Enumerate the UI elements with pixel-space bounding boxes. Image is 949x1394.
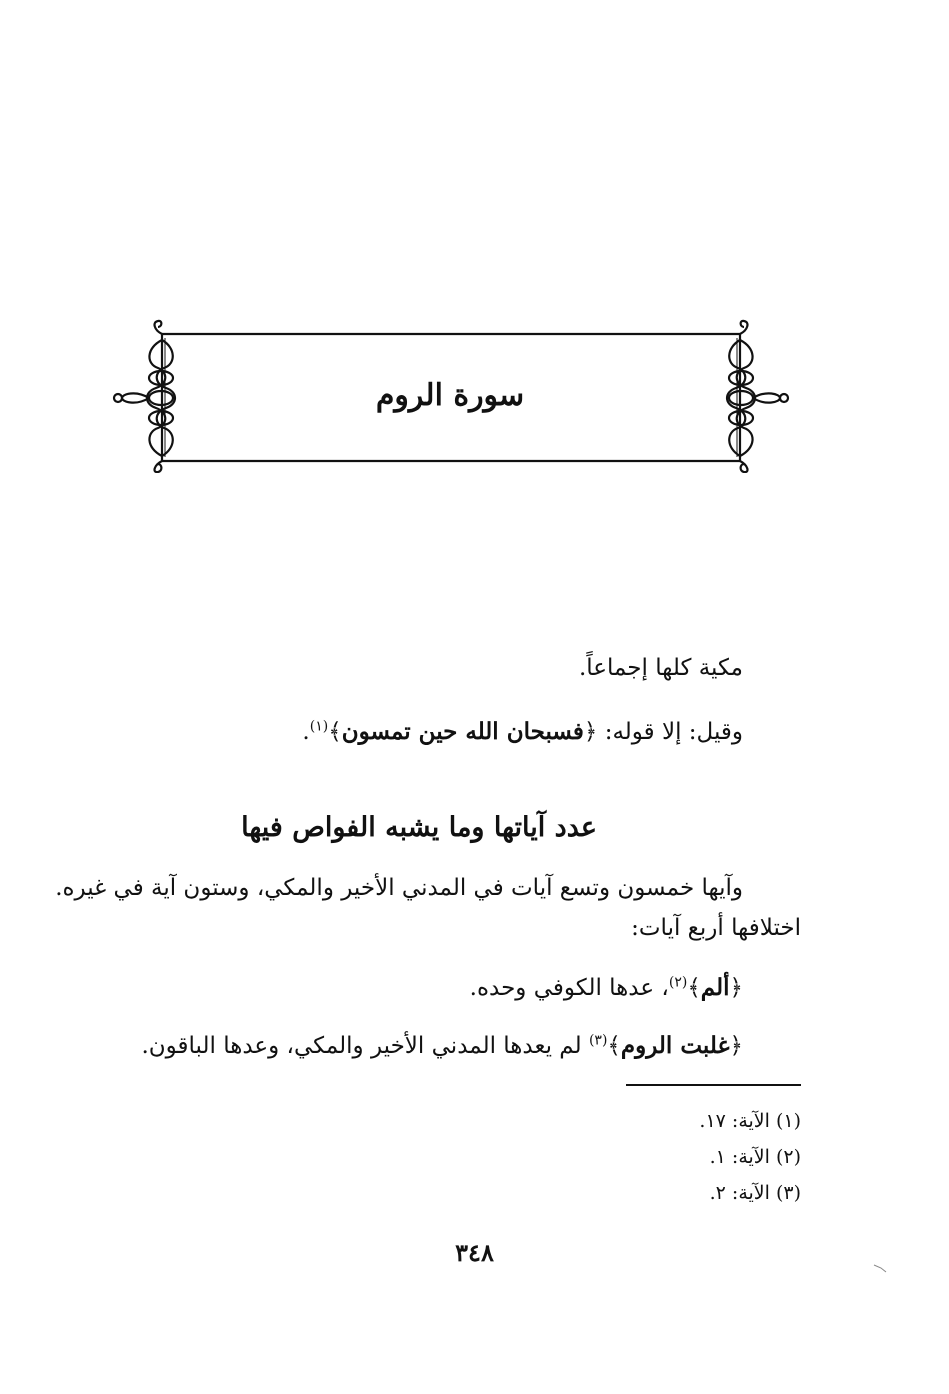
footnote-ref-3: (٣) bbox=[588, 1032, 608, 1049]
verse-open-bracket: ﴿ bbox=[729, 1033, 743, 1059]
surah-title-frame bbox=[110, 318, 790, 473]
intro-line-makkiyya: مكية كلها إجماعاً. bbox=[578, 655, 743, 681]
quran-verse-text: ألم bbox=[700, 974, 730, 1001]
verse-close-bracket: ﴾ bbox=[607, 1033, 621, 1059]
paragraph-line-2: اختلافها أربع آيات: bbox=[631, 915, 801, 941]
footnote-ref-1: (١) bbox=[309, 718, 329, 735]
verse-open-bracket: ﴿ bbox=[729, 975, 743, 1001]
paragraph-line-1: وآيها خمسون وتسع آيات في المدني الأخير والمكي، وستون آية في غيره. bbox=[55, 875, 743, 901]
verse-close-bracket: ﴾ bbox=[687, 975, 701, 1001]
footnote-2: (٢) الآية: ١. bbox=[709, 1146, 801, 1168]
section-heading: عدد آياتها وما يشبه الفواص فيها bbox=[241, 812, 597, 843]
page-number: ٣٤٨ bbox=[455, 1238, 494, 1267]
verse-item-2-text: لم يعدها المدني الأخير والمكي، وعدها الباقون. bbox=[141, 1033, 589, 1059]
verse-close-bracket: ﴾ bbox=[328, 719, 342, 745]
intro-prefix: وقيل: إلا قوله: ﴿ bbox=[583, 719, 743, 745]
footnote-1: (١) الآية: ١٧. bbox=[699, 1110, 801, 1132]
quran-verse-text: غلبت الروم bbox=[620, 1032, 730, 1059]
verse-item-1-text: ، عدها الكوفي وحده. bbox=[469, 975, 669, 1001]
footnote-divider bbox=[626, 1084, 801, 1086]
intro-line-exception bbox=[302, 716, 743, 748]
verse-item-2 bbox=[141, 1030, 743, 1062]
intro-line-end: . bbox=[302, 719, 310, 745]
footnote-3: (٣) الآية: ٢. bbox=[709, 1182, 801, 1204]
surah-title: سورة الروم bbox=[375, 378, 525, 413]
footnote-ref-2: (٢) bbox=[668, 974, 688, 991]
quran-verse-text: فسبحان الله حين تمسون bbox=[341, 718, 584, 745]
verse-item-1 bbox=[470, 972, 743, 1004]
scan-speck-mark bbox=[873, 1262, 887, 1274]
